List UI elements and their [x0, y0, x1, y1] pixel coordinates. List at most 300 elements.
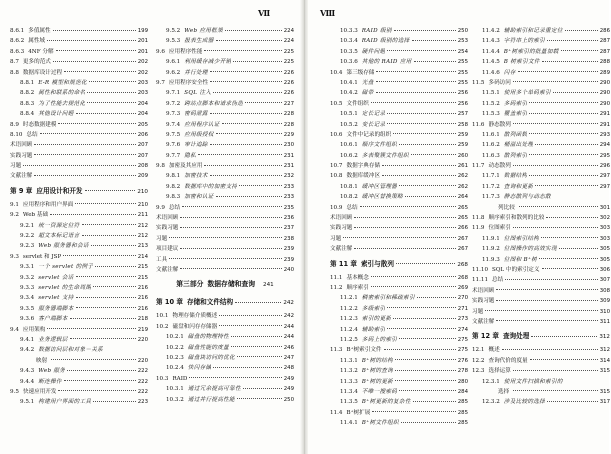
entry-title: 缓冲区替换策略 [361, 194, 404, 201]
entry-title: 统一资源定位符 [38, 222, 80, 229]
subsection-entry [10, 273, 148, 283]
entry-title: 磁带 [361, 90, 374, 97]
dot-leader [47, 40, 136, 41]
dot-leader [34, 175, 135, 176]
entry-title: B⁺树扩展 [346, 409, 371, 416]
dot-leader [64, 71, 136, 72]
section-entry [330, 130, 468, 140]
dot-leader [531, 336, 597, 337]
entry-number: 第 11 章 [330, 259, 357, 268]
dot-leader [387, 123, 455, 124]
section-entry [156, 265, 294, 275]
entry-page: 260 [457, 152, 468, 159]
entry-page: 231 [283, 152, 294, 159]
entry-page: 220 [137, 357, 148, 364]
entry-title: 超文本标记语言 [38, 233, 80, 240]
dot-leader [93, 286, 135, 287]
entry-title: 稠密索引和稀疏索引 [361, 295, 415, 302]
entry-number: 10.3.5 [340, 48, 358, 55]
dot-leader [40, 133, 136, 134]
subsection-entry [472, 99, 610, 109]
subsection-entry [330, 335, 468, 345]
entry-page: 302 [599, 215, 610, 222]
chapter-heading [472, 327, 610, 345]
entry-title: 总结 [26, 131, 38, 138]
dot-leader [529, 113, 597, 114]
dot-leader [50, 214, 136, 215]
entry-number: 11.6.2 [482, 142, 500, 149]
entry-title: 构建用户界面的工具 [38, 399, 92, 406]
entry-number: 8.6.3 [10, 48, 25, 55]
entry-page: 312 [599, 347, 610, 354]
subsection-entry [156, 109, 294, 119]
dot-leader [210, 113, 282, 114]
entry-title: 定长记录 [361, 111, 386, 118]
entry-number: 11.9.1 [482, 235, 500, 242]
section-entry [472, 78, 610, 88]
entry-page: 228 [283, 121, 294, 128]
dot-leader [387, 307, 455, 308]
subsection-entry [472, 234, 610, 244]
subsection-entry [330, 140, 468, 150]
dot-leader [23, 165, 136, 166]
entry-page: 314 [599, 357, 610, 364]
entry-page: 216 [137, 284, 148, 291]
entry-number: 9.3.3 [20, 284, 35, 291]
entry-page: 249 [283, 386, 294, 393]
entry-page: 215 [137, 274, 148, 281]
entry-page: 275 [457, 347, 468, 354]
subsection-entry [330, 418, 468, 428]
entry-page: 271 [457, 305, 468, 312]
section-entry [330, 213, 468, 223]
entry-title: 数据访问层和对象－关系 [38, 347, 104, 354]
entry-page: 290 [599, 90, 610, 97]
entry-page: 228 [283, 111, 294, 118]
entry-page: 254 [457, 48, 468, 55]
entry-number: 9.5.2 [166, 28, 181, 34]
entry-page: 288 [599, 59, 610, 66]
entry-number: 10.2.3 [166, 354, 184, 361]
subsection-entry [10, 283, 148, 293]
dot-leader [213, 92, 282, 93]
entry-title: B⁺树的结构 [361, 357, 394, 364]
entry-title: 辅助索引和记录重定位 [503, 28, 563, 34]
entry-page: 204 [137, 100, 148, 107]
entry-page: 262 [457, 183, 468, 190]
entry-title: 文献注解 [156, 266, 179, 273]
entry-title: 总结 [492, 277, 504, 284]
entry-page: 261 [457, 163, 468, 170]
entry-number: 9.2 [10, 212, 19, 219]
entry-title: 闪存 [503, 69, 516, 76]
entry-title: 选择运算 [488, 368, 511, 375]
section-entry [472, 223, 610, 233]
dot-leader [529, 175, 597, 176]
dot-leader [216, 40, 282, 41]
section-entry [330, 244, 468, 254]
dot-leader [395, 380, 456, 381]
left-page [0, 0, 301, 454]
entry-number: 11.4 [330, 409, 343, 416]
entry-page: 210 [137, 188, 148, 195]
chapter-heading [330, 255, 468, 273]
dot-leader [189, 377, 281, 378]
section-entry [330, 203, 468, 213]
subsection-entry [10, 99, 148, 109]
page-number: Ⅶ [258, 8, 272, 18]
entry-title: 项目建议 [156, 246, 179, 253]
entry-number: 12.1 [472, 347, 485, 354]
entry-page: 253 [457, 38, 468, 45]
entry-page: 278 [457, 368, 468, 375]
entry-page: 207 [137, 142, 148, 149]
dot-leader [395, 359, 456, 360]
entry-number: 11.5.2 [482, 100, 500, 107]
subsection-entry [156, 171, 294, 181]
entry-page: 267 [457, 246, 468, 253]
entry-page: 315 [599, 368, 610, 375]
entry-title: 应用程序性能 [168, 48, 203, 55]
entry-title: 实践习题 [10, 152, 33, 159]
dot-leader [225, 30, 282, 31]
subsection-entry [472, 47, 610, 57]
entry-page: 255 [457, 59, 468, 66]
dot-leader [417, 297, 456, 298]
section-entry [330, 99, 468, 109]
subsection-entry [330, 325, 468, 335]
dot-leader [204, 165, 281, 166]
subsection-entry [330, 387, 468, 397]
entry-number: 11.3 [330, 347, 343, 354]
subsection-entry [156, 192, 294, 202]
entry-page: 268 [457, 261, 468, 268]
subsection-entry [156, 99, 294, 109]
entry-page: 273 [457, 316, 468, 323]
section-entry [156, 374, 294, 384]
entry-page: 303 [599, 225, 610, 232]
entry-title: 磁盘块访问的优化 [187, 354, 235, 361]
entry-title: 查询处理 [502, 332, 530, 341]
section-entry [472, 213, 610, 223]
subsection-entry [156, 363, 294, 373]
page-number: Ⅷ [320, 8, 337, 18]
section-entry [10, 325, 148, 335]
entry-page: 286 [599, 28, 610, 34]
entry-title: 客户端脚本 [38, 316, 68, 323]
entry-title: 属性域 [28, 38, 46, 45]
entry-number: 8.8.3 [20, 100, 35, 107]
entry-number: 9.2.3 [20, 243, 35, 250]
entry-title: B 树索引文件 [503, 59, 540, 66]
entry-title: 涉及比较的选择 [503, 399, 546, 406]
entry-page: 240 [283, 266, 294, 273]
dot-leader [387, 113, 455, 114]
entry-page: 226 [283, 90, 294, 97]
section-entry [472, 120, 610, 130]
entry-title: 第三级存储 [346, 69, 375, 76]
entry-page: 232 [283, 173, 294, 180]
dot-leader [85, 190, 136, 191]
dot-leader [354, 248, 455, 249]
entry-page: 301 [599, 204, 610, 211]
entry-title: servlet 和 JSP [22, 253, 62, 260]
entry-page: 248 [283, 365, 294, 372]
section-entry [10, 387, 148, 397]
entry-page: 229 [283, 131, 294, 138]
dot-leader [530, 359, 598, 360]
subsection-entry [330, 88, 468, 98]
entry-page: 275 [457, 336, 468, 343]
dot-leader [547, 401, 598, 402]
dot-leader [546, 217, 597, 218]
entry-page: 266 [457, 225, 468, 232]
entry-title: 概述 [488, 347, 500, 354]
dot-leader [539, 258, 598, 259]
entry-title: 文献注解 [330, 246, 353, 253]
entry-page: 203 [137, 90, 148, 97]
dot-leader [239, 185, 281, 186]
entry-title: 术语回顾 [10, 142, 33, 149]
entry-number: 11.7.1 [482, 173, 500, 180]
entry-number: 11.4.5 [482, 59, 500, 66]
entry-page: 241 [263, 282, 274, 289]
subsection-entry [156, 332, 294, 342]
dot-leader [354, 227, 455, 228]
dot-leader [169, 258, 282, 259]
entry-number: 9.4 [10, 326, 19, 333]
entry-page: 297 [599, 183, 610, 190]
entry-page: 211 [137, 212, 148, 219]
entry-title: 服务器端脚本 [38, 305, 74, 312]
entry-title: 术语回顾 [472, 287, 495, 294]
dot-leader [235, 302, 281, 303]
entry-page: 227 [283, 100, 294, 107]
entry-number: 9.5.1 [20, 399, 35, 406]
toc-entry [10, 26, 148, 36]
entry-number: 12.3 [472, 368, 485, 375]
section-entry [10, 200, 148, 210]
entry-number: 11.5.3 [482, 111, 500, 118]
subsection-entry [10, 335, 148, 345]
entry-title: 文献注解 [472, 318, 495, 325]
entry-title: 位图操作的高效实现 [503, 246, 557, 253]
section-entry [330, 161, 468, 171]
entry-number: 9.2.2 [20, 233, 35, 240]
entry-number: 第三部分 [176, 280, 204, 289]
dot-leader [51, 359, 136, 360]
dot-leader [502, 349, 598, 350]
entry-page: 202 [137, 59, 148, 66]
dot-leader [210, 81, 282, 82]
entry-number: 第 9 章 [10, 186, 33, 195]
entry-number: 9.7.5 [166, 131, 181, 138]
entry-number: 12.3.2 [482, 399, 500, 406]
entry-page: 305 [599, 246, 610, 253]
entry-page: 216 [137, 295, 148, 302]
entry-page: 268 [457, 274, 468, 281]
section-entry [472, 345, 610, 355]
dot-leader [180, 248, 281, 249]
entry-page: 215 [137, 264, 148, 271]
entry-title: 通过冗余提高可靠性 [187, 386, 241, 393]
subsection-entry [330, 192, 468, 202]
entry-number: 9.4.4 [20, 378, 35, 385]
subsection-entry [10, 78, 148, 88]
entry-title: servlet 会话 [38, 274, 74, 281]
dot-leader [354, 217, 455, 218]
entry-page: 276 [457, 357, 468, 364]
entry-title: Web 基础 [22, 212, 49, 219]
entry-page: 216 [137, 305, 148, 312]
entry-page: 203 [137, 79, 148, 86]
entry-title: B⁺树更新的复杂性 [361, 399, 411, 406]
subsection-entry [472, 140, 610, 150]
entry-number: 11.6.3 [482, 152, 500, 159]
entry-number: 11.7 [472, 163, 485, 170]
section-entry [10, 68, 148, 78]
entry-title: B⁺树的更新 [361, 378, 394, 385]
entry-number: 11.6 [472, 121, 485, 128]
entry-title: 应用程序安全性 [168, 79, 209, 86]
entry-page: 308 [599, 287, 610, 294]
entry-title: 术语回顾 [156, 215, 179, 222]
dot-leader [513, 370, 598, 371]
section-entry [472, 366, 610, 376]
section-entry [156, 161, 294, 171]
section-entry [10, 161, 148, 171]
entry-number: 10.6 [330, 131, 343, 138]
entry-number: 9.8.1 [166, 173, 181, 180]
entry-title: 总结 [168, 204, 181, 211]
entry-page: 222 [137, 368, 148, 375]
entry-title: 数据字典存储 [346, 163, 381, 170]
dot-leader [82, 224, 136, 225]
subsection-entry [156, 88, 294, 98]
entry-title: 断连操作 [38, 378, 62, 385]
dot-leader [180, 268, 281, 269]
section-entry [472, 286, 610, 296]
entry-number: 11.2.5 [340, 336, 358, 343]
entry-title: Web 服务 [38, 368, 66, 375]
entry-number: 10.2.2 [166, 344, 184, 351]
dot-leader [513, 123, 598, 124]
subsection-entry [330, 397, 468, 407]
dot-leader [47, 328, 135, 329]
subsection-entry [156, 353, 294, 363]
subsection-entry [156, 182, 294, 192]
entry-page: 235 [283, 204, 294, 211]
entry-page: 280 [457, 378, 468, 385]
section-entry [10, 120, 148, 130]
dot-leader [387, 50, 455, 51]
entry-title: 总结 [346, 204, 358, 211]
entry-number: 8.8.2 [20, 90, 35, 97]
dot-leader [53, 30, 136, 31]
entry-number: 8.7 [10, 59, 19, 66]
entry-title: 应用程序认证 [184, 121, 220, 128]
entry-page: 213 [137, 243, 148, 250]
section-entry [156, 234, 294, 244]
entry-page: 205 [137, 121, 148, 128]
subsection-entry [472, 255, 610, 265]
entry-page: 250 [457, 28, 468, 34]
entry-page: 226 [283, 69, 294, 76]
dot-leader [547, 40, 598, 41]
entry-title: 多码访问 [488, 79, 511, 86]
entry-number: 9.7.1 [166, 90, 181, 97]
entry-title: 顺序文件组织 [361, 142, 398, 149]
entry-page: 312 [599, 334, 610, 341]
entry-title: 字符串上的索引 [503, 38, 546, 45]
dot-leader [216, 196, 282, 197]
entry-title: B⁺树的查询 [361, 368, 394, 375]
entry-page: 219 [137, 326, 148, 333]
entry-number: 8.8.4 [20, 111, 35, 118]
entry-title: 多级索引 [361, 305, 386, 312]
entry-number: 9.6.1 [166, 59, 181, 66]
entry-number: 10.3.4 [340, 38, 358, 45]
entry-page: 267 [457, 235, 468, 242]
subsection-entry [472, 171, 610, 181]
section-entry [330, 68, 468, 78]
section-entry [10, 130, 148, 140]
entry-continuation [10, 356, 148, 366]
subsection-entry [330, 78, 468, 88]
dot-leader [89, 81, 136, 82]
entry-page: 259 [457, 131, 468, 138]
entry-number: 8.6.1 [10, 28, 25, 34]
section-entry [330, 171, 468, 181]
entry-title: 桶溢出处理 [503, 142, 534, 149]
subsection-entry [472, 192, 610, 202]
entry-title: 审计追踪 [184, 142, 208, 149]
entry-title: 覆盖索引 [503, 111, 528, 118]
entry-page: 289 [599, 69, 610, 76]
section-entry [472, 275, 610, 285]
subsection-entry [472, 26, 610, 36]
dot-leader [87, 102, 135, 103]
entry-number: 10.8 [330, 173, 343, 180]
entry-title: 数据结构 [503, 173, 528, 180]
entry-title: 文件中记录的组织 [346, 131, 392, 138]
dot-leader [399, 338, 456, 339]
entry-page: 231 [283, 163, 294, 170]
entry-title: 查询和更新 [503, 183, 534, 190]
entry-page: 257 [457, 111, 468, 118]
entry-page: 230 [283, 142, 294, 149]
entry-title: 散列索引 [503, 152, 528, 159]
subsection-entry [156, 140, 294, 150]
entry-title: B⁺树索引的批量加载 [503, 48, 559, 55]
entry-page: 305 [599, 256, 610, 263]
dot-leader [505, 279, 597, 280]
entry-page: 258 [457, 121, 468, 128]
entry-page: 214 [137, 253, 148, 260]
entry-page: 237 [283, 225, 294, 232]
subsection-entry [10, 366, 148, 376]
entry-number: 9.8.2 [166, 183, 181, 190]
entry-page: 287 [599, 38, 610, 45]
section-entry [472, 296, 610, 306]
dot-leader [182, 206, 282, 207]
entry-number: 10.8.1 [340, 183, 358, 190]
entry-title: 加密技术 [184, 173, 208, 180]
subsection-entry [156, 151, 294, 161]
entry-title: 跨站点脚本和请求伪造 [184, 100, 244, 107]
dot-leader [399, 144, 456, 145]
entry-number: 9.7.2 [166, 100, 181, 107]
